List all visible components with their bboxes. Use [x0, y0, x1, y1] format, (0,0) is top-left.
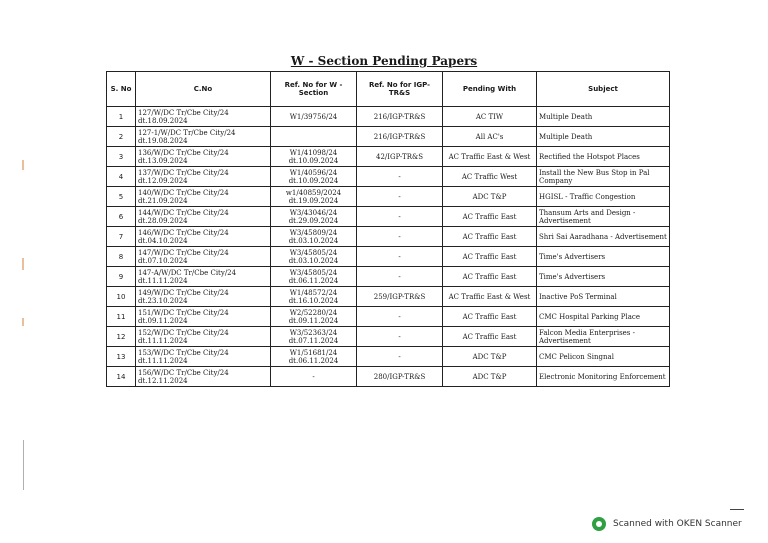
sno-text: 12	[116, 332, 126, 341]
cell-ref-igp	[357, 107, 443, 127]
subject-text: Multiple Death	[539, 112, 593, 121]
cell-cno	[136, 247, 271, 267]
ref-number: W1/41098/24	[289, 148, 338, 157]
table-row	[107, 267, 670, 287]
igp-ref-text: -	[398, 332, 401, 341]
cell-ref-igp	[357, 307, 443, 327]
cell-subject	[537, 287, 670, 307]
cno-number: 137/W/DC Tr/Cbe City/24	[138, 168, 229, 177]
cno-number: 153/W/DC Tr/Cbe City/24	[138, 348, 229, 357]
pending-with-text: AC TIW	[475, 112, 504, 121]
cell-sno	[107, 147, 136, 167]
cell-pending-with	[443, 127, 537, 147]
header-cno: C.No	[136, 72, 271, 107]
cell-ref-igp	[357, 347, 443, 367]
cell-subject	[537, 167, 670, 187]
cno-date: dt.07.10.2024	[138, 256, 188, 265]
pending-with-text: ADC T&P	[472, 352, 507, 361]
cno-number: 156/W/DC Tr/Cbe City/24	[138, 368, 229, 377]
cell-sno	[107, 207, 136, 227]
table-row	[107, 207, 670, 227]
cell-cno	[136, 107, 271, 127]
table-row	[107, 127, 670, 147]
cell-ref-w-section	[271, 147, 357, 167]
subject-text: HGISL - Traffic Congestion	[539, 192, 636, 201]
igp-ref-text: -	[398, 192, 401, 201]
cell-subject	[537, 127, 670, 147]
igp-ref-text: -	[398, 312, 401, 321]
sno-text: 2	[118, 132, 124, 141]
header-ref-w-section: Ref. No for W - Section	[271, 72, 357, 107]
scan-edge-mark	[22, 318, 24, 326]
cell-cno	[136, 287, 271, 307]
ref-date: dt.07.11.2024	[288, 336, 339, 345]
igp-ref-text: -	[398, 252, 401, 261]
cno-date: dt.18.09.2024	[138, 116, 188, 125]
cell-subject	[537, 327, 670, 347]
cno-date: dt.19.08.2024	[138, 136, 188, 145]
scan-edge-line	[23, 440, 24, 490]
ref-number: W2/52280/24	[289, 308, 338, 317]
cno-number: 152/W/DC Tr/Cbe City/24	[138, 328, 229, 337]
cno-date: dt.04.10.2024	[138, 236, 188, 245]
document-title: W - Section Pending Papers	[290, 54, 478, 68]
header-sno: S. No	[107, 72, 136, 107]
cell-pending-with	[443, 367, 537, 387]
cell-pending-with	[443, 347, 537, 367]
ref-date: dt.16.10.2024	[288, 296, 339, 305]
cell-ref-igp	[357, 127, 443, 147]
cell-ref-igp	[357, 167, 443, 187]
cno-date: dt.13.09.2024	[138, 156, 188, 165]
pending-with-text: AC Traffic East & West	[448, 292, 531, 301]
subject-text: Shri Sai Aaradhana - Advertisement	[539, 232, 667, 241]
cell-ref-w-section	[271, 347, 357, 367]
cell-ref-igp	[357, 247, 443, 267]
cno-date: dt.21.09.2024	[138, 196, 188, 205]
cell-ref-igp	[357, 287, 443, 307]
igp-ref-text: 216/IGP-TR&S	[373, 132, 426, 141]
ref-number: W1/51681/24	[289, 348, 338, 357]
cell-ref-w-section	[271, 367, 357, 387]
ref-number: W3/45809/24	[289, 228, 338, 237]
subject-text: Time's Advertisers	[539, 252, 606, 261]
igp-ref-text: -	[398, 232, 401, 241]
header-pending-with: Pending With	[443, 72, 537, 107]
igp-ref-text: 42/IGP-TR&S	[375, 152, 424, 161]
sno-text: 3	[118, 152, 124, 161]
cell-pending-with	[443, 107, 537, 127]
cell-subject	[537, 187, 670, 207]
cell-ref-igp	[357, 187, 443, 207]
ref-number: W1/40596/24	[289, 168, 338, 177]
ref-number: W3/45805/24	[289, 268, 338, 277]
subject-text: Thansum Arts and Design - Advertisement	[539, 208, 636, 225]
cell-ref-igp	[357, 327, 443, 347]
table-row	[107, 167, 670, 187]
cell-sno	[107, 367, 136, 387]
cell-cno	[136, 367, 271, 387]
cno-number: 147/W/DC Tr/Cbe City/24	[138, 248, 229, 257]
cell-pending-with	[443, 207, 537, 227]
cell-ref-w-section	[271, 227, 357, 247]
cell-pending-with	[443, 327, 537, 347]
cell-ref-w-section	[271, 187, 357, 207]
cell-pending-with	[443, 167, 537, 187]
sno-text: 11	[116, 312, 126, 321]
scanner-text: Scanned with OKEN Scanner	[613, 519, 742, 529]
pending-with-text: AC Traffic East	[462, 272, 517, 281]
pending-with-text: AC Traffic East	[462, 332, 517, 341]
igp-ref-text: 259/IGP-TR&S	[373, 292, 426, 301]
cno-number: 151/W/DC Tr/Cbe City/24	[138, 308, 229, 317]
scan-edge-mark	[22, 258, 24, 270]
cell-pending-with	[443, 147, 537, 167]
ref-date: dt.10.09.2024	[288, 156, 339, 165]
pending-with-text: AC Traffic East	[462, 212, 517, 221]
ref-number: -	[312, 372, 315, 381]
cno-date: dt.11.11.2024	[138, 336, 188, 345]
sno-text: 13	[116, 352, 126, 361]
cell-ref-w-section	[271, 167, 357, 187]
cell-pending-with	[443, 307, 537, 327]
cell-pending-with	[443, 267, 537, 287]
cell-ref-w-section	[271, 247, 357, 267]
ref-date: dt.29.09.2024	[288, 216, 339, 225]
igp-ref-text: -	[398, 272, 401, 281]
cell-subject	[537, 227, 670, 247]
cell-pending-with	[443, 287, 537, 307]
igp-ref-text: -	[398, 172, 401, 181]
cell-ref-igp	[357, 207, 443, 227]
cno-number: 136/W/DC Tr/Cbe City/24	[138, 148, 229, 157]
sno-text: 4	[118, 172, 124, 181]
table-row	[107, 107, 670, 127]
cell-subject	[537, 147, 670, 167]
cell-sno	[107, 127, 136, 147]
cno-number: 146/W/DC Tr/Cbe City/24	[138, 228, 229, 237]
sno-text: 5	[118, 192, 124, 201]
cell-cno	[136, 327, 271, 347]
sno-text: 1	[118, 112, 124, 121]
subject-text: Inactive PoS Terminal	[539, 292, 617, 301]
subject-text: Install the New Bus Stop in Pal Company	[539, 168, 650, 185]
cell-pending-with	[443, 247, 537, 267]
cno-date: dt.12.11.2024	[138, 376, 188, 385]
subject-text: CMC Pelicon Singnal	[539, 352, 614, 361]
cell-subject	[537, 267, 670, 287]
cell-cno	[136, 147, 271, 167]
subject-text: Multiple Death	[539, 132, 593, 141]
cell-ref-w-section	[271, 207, 357, 227]
sno-text: 6	[118, 212, 124, 221]
cell-pending-with	[443, 187, 537, 207]
ref-number: W3/45805/24	[289, 248, 338, 257]
cell-pending-with	[443, 227, 537, 247]
cell-ref-igp	[357, 267, 443, 287]
table-row	[107, 347, 670, 367]
cell-ref-igp	[357, 227, 443, 247]
subject-text: Electronic Monitoring Enforcement	[539, 372, 666, 381]
pending-with-text: AC Traffic West	[461, 172, 518, 181]
table-row	[107, 327, 670, 347]
subject-text: Rectified the Hotspot Places	[539, 152, 640, 161]
subject-text: Time's Advertisers	[539, 272, 606, 281]
cell-sno	[107, 347, 136, 367]
cell-sno	[107, 247, 136, 267]
ref-date: dt.09.11.2024	[288, 316, 339, 325]
ref-date: dt.06.11.2024	[288, 356, 339, 365]
cell-cno	[136, 187, 271, 207]
ref-date: dt.19.09.2024	[288, 196, 339, 205]
cell-subject	[537, 207, 670, 227]
cell-cno	[136, 127, 271, 147]
cell-cno	[136, 347, 271, 367]
ref-number: w1/40859/2024	[285, 188, 342, 197]
scanner-watermark	[592, 517, 742, 531]
ref-date: dt.03.10.2024	[288, 236, 339, 245]
cell-subject	[537, 107, 670, 127]
ref-date: dt.03.10.2024	[288, 256, 339, 265]
table-header-row	[107, 72, 670, 107]
pending-papers-table	[106, 71, 670, 387]
cno-number: 144/W/DC Tr/Cbe City/24	[138, 208, 229, 217]
cell-ref-igp	[357, 147, 443, 167]
cno-number: 149/W/DC Tr/Cbe City/24	[138, 288, 229, 297]
pending-with-text: AC Traffic East	[462, 232, 517, 241]
cell-cno	[136, 307, 271, 327]
cell-sno	[107, 167, 136, 187]
oken-scanner-logo-icon	[592, 517, 606, 531]
igp-ref-text: -	[398, 212, 401, 221]
cell-sno	[107, 187, 136, 207]
cell-ref-w-section	[271, 307, 357, 327]
cell-sno	[107, 267, 136, 287]
ref-number: W1/48572/24	[289, 288, 338, 297]
cell-cno	[136, 207, 271, 227]
ref-date: dt.06.11.2024	[288, 276, 339, 285]
igp-ref-text: 216/IGP-TR&S	[373, 112, 426, 121]
cell-ref-w-section	[271, 287, 357, 307]
cell-sno	[107, 287, 136, 307]
pending-with-text: ADC T&P	[472, 192, 507, 201]
igp-ref-text: 280/IGP-TR&S	[373, 372, 426, 381]
sno-text: 9	[118, 272, 124, 281]
table-row	[107, 287, 670, 307]
cno-number: 127-1/W/DC Tr/Cbe City/24	[138, 128, 236, 137]
cno-number: 140/W/DC Tr/Cbe City/24	[138, 188, 229, 197]
header-subject: Subject	[537, 72, 670, 107]
cell-cno	[136, 167, 271, 187]
cno-date: dt.11.11.2024	[138, 356, 188, 365]
pending-with-text: AC Traffic East	[462, 312, 517, 321]
sno-text: 10	[116, 292, 126, 301]
cell-ref-w-section	[271, 327, 357, 347]
cell-cno	[136, 267, 271, 287]
table-row	[107, 227, 670, 247]
cell-subject	[537, 247, 670, 267]
sno-text: 8	[118, 252, 124, 261]
sno-text: 7	[118, 232, 124, 241]
cno-date: dt.11.11.2024	[138, 276, 188, 285]
ref-number: W3/43046/24	[289, 208, 338, 217]
scan-edge-mark	[22, 160, 24, 170]
table-row	[107, 247, 670, 267]
ref-number: W1/39756/24	[289, 112, 338, 121]
pending-with-text: AC Traffic East	[462, 252, 517, 261]
cell-sno	[107, 107, 136, 127]
cell-ref-w-section	[271, 267, 357, 287]
cell-subject	[537, 367, 670, 387]
subject-text: CMC Hospital Parking Place	[539, 312, 640, 321]
table-row	[107, 187, 670, 207]
cell-ref-w-section	[271, 107, 357, 127]
ref-date: dt.10.09.2024	[288, 176, 339, 185]
cell-subject	[537, 347, 670, 367]
cell-ref-w-section	[271, 127, 357, 147]
table-row	[107, 367, 670, 387]
pending-with-text: ADC T&P	[472, 372, 507, 381]
header-ref-igp: Ref. No for IGP-TR&S	[357, 72, 443, 107]
cno-date: dt.28.09.2024	[138, 216, 188, 225]
cell-subject	[537, 307, 670, 327]
cno-date: dt.12.09.2024	[138, 176, 188, 185]
pending-with-text: All AC's	[475, 132, 504, 141]
cell-sno	[107, 327, 136, 347]
igp-ref-text: -	[398, 352, 401, 361]
cell-ref-igp	[357, 367, 443, 387]
ref-number: W3/52363/24	[289, 328, 338, 337]
table-body	[107, 107, 670, 387]
cell-cno	[136, 227, 271, 247]
cno-number: 127/W/DC Tr/Cbe City/24	[138, 108, 229, 117]
pending-with-text: AC Traffic East & West	[448, 152, 531, 161]
cell-sno	[107, 227, 136, 247]
cno-date: dt.23.10.2024	[138, 296, 188, 305]
cno-date: dt.09.11.2024	[138, 316, 188, 325]
subject-text: Falcon Media Enterprises - Advertisement	[539, 328, 635, 345]
table-row	[107, 147, 670, 167]
table-row	[107, 307, 670, 327]
sno-text: 14	[116, 372, 126, 381]
scan-mark	[730, 509, 744, 510]
cell-sno	[107, 307, 136, 327]
cno-number: 147-A/W/DC Tr/Cbe City/24	[138, 268, 237, 277]
